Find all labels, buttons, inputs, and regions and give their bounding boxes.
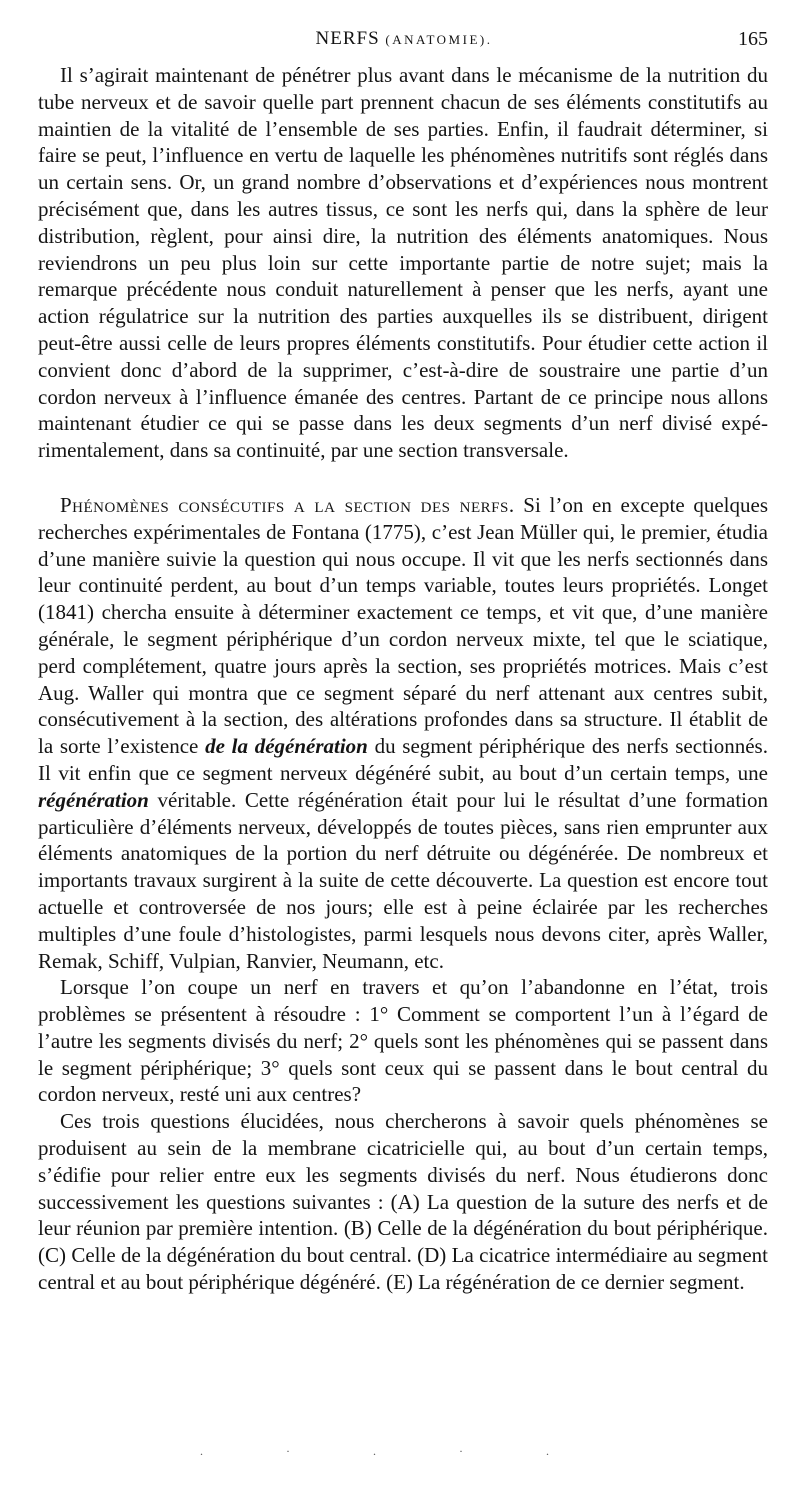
- running-title-main: NERFS: [315, 28, 380, 49]
- paragraph-three-problems: Lorsque l’on coupe un nerf en travers et qu’on l’abandonne en l’état, trois problèmes se présentent à résoudre : 1° Comment se comportent l’un à l’égard de l’autre les segments divisés du nerf; 2° quels sont les phénomènes qui se passent dans le segment périphérique; 3° quels sont ceux qui se passent dans le bout central du cordon nerveux, resté uni aux centres?: [38, 975, 768, 1107]
- page-number: 165: [738, 28, 768, 50]
- body-text: [38, 62, 768, 1296]
- emphasis-regeneration: régénération: [38, 787, 149, 812]
- emphasis-degeneration: de la dégénération: [205, 734, 368, 759]
- running-title: [40, 28, 768, 50]
- section-heading: Phénomènes consécutifs a la section des nerfs.: [60, 492, 515, 517]
- running-title-subtitle: (ANATOMIE).: [385, 32, 493, 47]
- paragraph-questions-list: Ces trois questions élucidées, nous chercherons à savoir quels phénomènes se produisent au sein de la membrane cicatricielle qui, au bout d’un certain temps, s’édifie pour relier entre eux les segments divisés du nerf. Nous étudierons donc successivement les questions suivantes : (A) La question de la suture des nerfs et de leur réunion par première intention. (B) Celle de la dégénération du bout périphérique. (C) Celle de la dégénération du bout central. (D) La cicatrice intermédiaire au segment central et au bout périphérique dégénéré. (E) La régénération de ce dernier segment.: [38, 1109, 768, 1295]
- paragraph-nutrition: Il s’agirait maintenant de pénétrer plus avant dans le mécanisme de la nutrition du tube nerveux et de savoir quelle part prennent chacun de ses éléments constitutifs au maintien de la vitalité de l’ensemble de ses parties. Enfin, il faudrait déterminer, si faire se peut, l’influence en vertu de laquelle les phénomènes nutritifs sont réglés dans un certain sens. Or, un grand nombre d’observations et d’expériences nous montrent précisément que, dans les autres tissus, ce sont les nerfs qui, dans la sphère de leur distribution, règlent, pour ainsi dire, la nutrition des éléments anatomiques. Nous reviendrons un peu plus loin sur cette importante partie de notre sujet; mais la remarque précédente nous conduit naturellement à penser que les nerfs, ayant une action régulatrice sur la nutrition des parties auxquelles ils se distribuent, dirigent peut-être aussi celle de leurs propres éléments constitutifs. Pour étudier cette action il convient donc d’abord de la supprimer, c’est-à-dire de soustraire une partie d’un cordon nerveux à l’influence émanée des centres. Partant de ce principe nous allons maintenant étudier ce qui se passe dans les deux segments d’un nerf divisé expérimentalement, dans sa continuité, par une section transversale.: [38, 63, 768, 463]
- footer-print-marks: . · . · .: [200, 1444, 589, 1458]
- paragraph-text-part: Si l’on en excepte quelques recherches expérimentales de Fontana (1775), c’est Jean Müller qui, le premier, étudia d’une manière suivie la question qui nous occupe. Il vit que les nerfs sectionnés dans leur continuité perdent, au bout d’un temps variable, toutes leurs propriétés. Longet (1841) chercha ensuite à déterminer exactement ce temps, et vit que, d’une manière générale, le segment périphérique d’un cordon nerveux mixte, tel que le sciatique, perd complétement, quatre jours après la section, ses propriétés motrices. Mais c’est Aug. Waller qui montra que ce segment séparé du nerf attenant aux centres subit, consécutivement à la section, des altérations profondes dans sa structure. Il établit de la sorte l’existence: [38, 492, 768, 759]
- paragraph-text-part: véritable. Cette régénération était pour lui le résultat d’une formation particulière d’éléments nerveux, développés de toutes pièces, sans rien emprunter aux éléments anatomiques de la portion du nerf détruite ou dégénérée. De nombreux et importants travaux surgirent à la suite de cette découverte. La question est encore tout actuelle et controversée de nos jours; elle est à peine éclairée par les recherches multiples d’une foule d’histologistes, parmi lesquels nous devons citer, après Waller, Remak, Schiff, Vulpian, Ranvier, Neumann, etc.: [38, 787, 768, 973]
- paragraph-section-phenomena: [38, 492, 768, 974]
- running-head: [40, 28, 768, 58]
- paragraph-text-part: du segment périphérique des nerfs sectionnés. Il vit enfin que ce segment nerveux dégénéré subit, au bout d’un certain temps, une: [38, 734, 768, 785]
